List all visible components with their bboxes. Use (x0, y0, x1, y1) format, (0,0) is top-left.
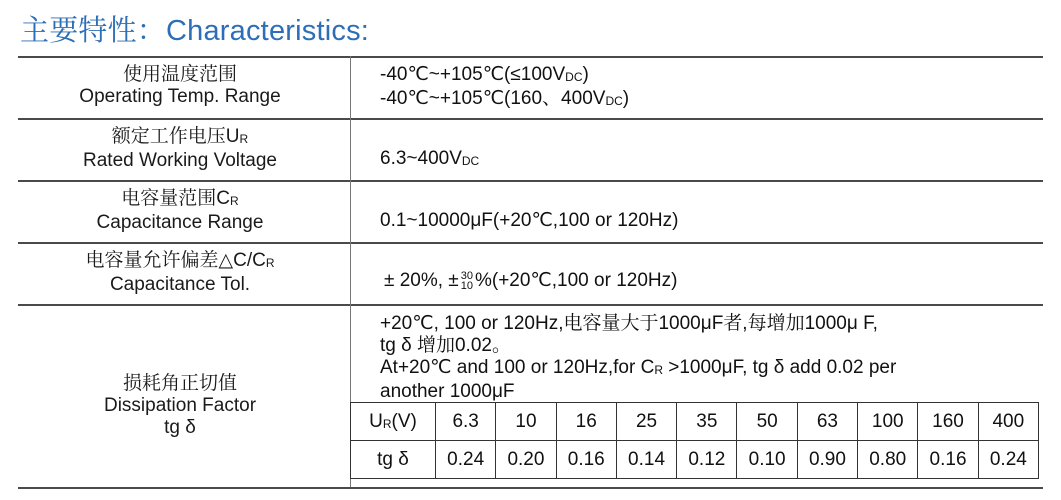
rule-4 (18, 304, 1043, 306)
rule-2 (18, 180, 1043, 182)
voltage-cell: 63 (797, 403, 857, 441)
tg-delta-cell: 0.24 (436, 441, 496, 479)
operating-temp-value: -40℃~+105℃(≤100VDC) -40℃~+105℃(160、400VDC) (380, 64, 630, 109)
capacitance-range-label: 电容量范围CR Capacitance Range (96, 188, 264, 233)
dissipation-factor-table (350, 402, 1039, 479)
tg-delta-cell: 0.12 (677, 441, 737, 479)
dissipation-factor-note: +20℃, 100 or 120Hz,电容量大于1000μF者,每增加1000μ F, tg δ 增加0.02。 At+20℃ and 100 or 120Hz,for CR >1000μF, tg δ add 0.02 per another 1000μF (380, 313, 897, 402)
tg-delta-cell: 0.20 (496, 441, 556, 479)
tg-delta-cell: 0.14 (616, 441, 676, 479)
voltage-cell: 50 (737, 403, 797, 441)
tg-delta-cell: 0.16 (918, 441, 978, 479)
rule-3 (18, 242, 1043, 244)
tg-delta-cell: 0.24 (978, 441, 1038, 479)
capacitance-tol-value: ± 20%, ± 30 10 %(+20℃,100 or 120Hz) (384, 269, 678, 292)
rule-top (18, 56, 1043, 58)
rule-bottom (18, 487, 1043, 489)
page-title: 主要特性：Characteristics: (20, 15, 370, 47)
voltage-cell: 25 (616, 403, 676, 441)
voltage-row (351, 403, 1039, 441)
rated-voltage-label: 额定工作电压UR Rated Working Voltage (83, 126, 277, 171)
voltage-header-cell: UR(V) (351, 403, 436, 441)
tg-delta-cell: 0.90 (797, 441, 857, 479)
capacitance-tol-label: 电容量允许偏差△C/CR Capacitance Tol. (85, 250, 275, 295)
voltage-cell: 160 (918, 403, 978, 441)
tolerance-fraction: 30 10 (460, 269, 473, 292)
voltage-cell: 100 (858, 403, 918, 441)
rated-voltage-value: 6.3~400VDC (380, 148, 480, 169)
voltage-cell: 6.3 (436, 403, 496, 441)
voltage-cell: 400 (978, 403, 1038, 441)
voltage-cell: 10 (496, 403, 556, 441)
tg-delta-cell: 0.16 (556, 441, 616, 479)
operating-temp-label: 使用温度范围 Operating Temp. Range (79, 64, 281, 107)
capacitance-range-value: 0.1~10000μF(+20℃,100 or 120Hz) (380, 210, 679, 231)
rule-1 (18, 118, 1043, 120)
voltage-cell: 35 (677, 403, 737, 441)
tg-delta-cell: 0.80 (858, 441, 918, 479)
tg-delta-cell: 0.10 (737, 441, 797, 479)
tg-delta-row (351, 441, 1039, 479)
voltage-cell: 16 (556, 403, 616, 441)
tg-delta-header-cell: tg δ (351, 441, 436, 479)
dissipation-factor-label: 损耗角正切值 Dissipation Factor tg δ (103, 373, 257, 438)
